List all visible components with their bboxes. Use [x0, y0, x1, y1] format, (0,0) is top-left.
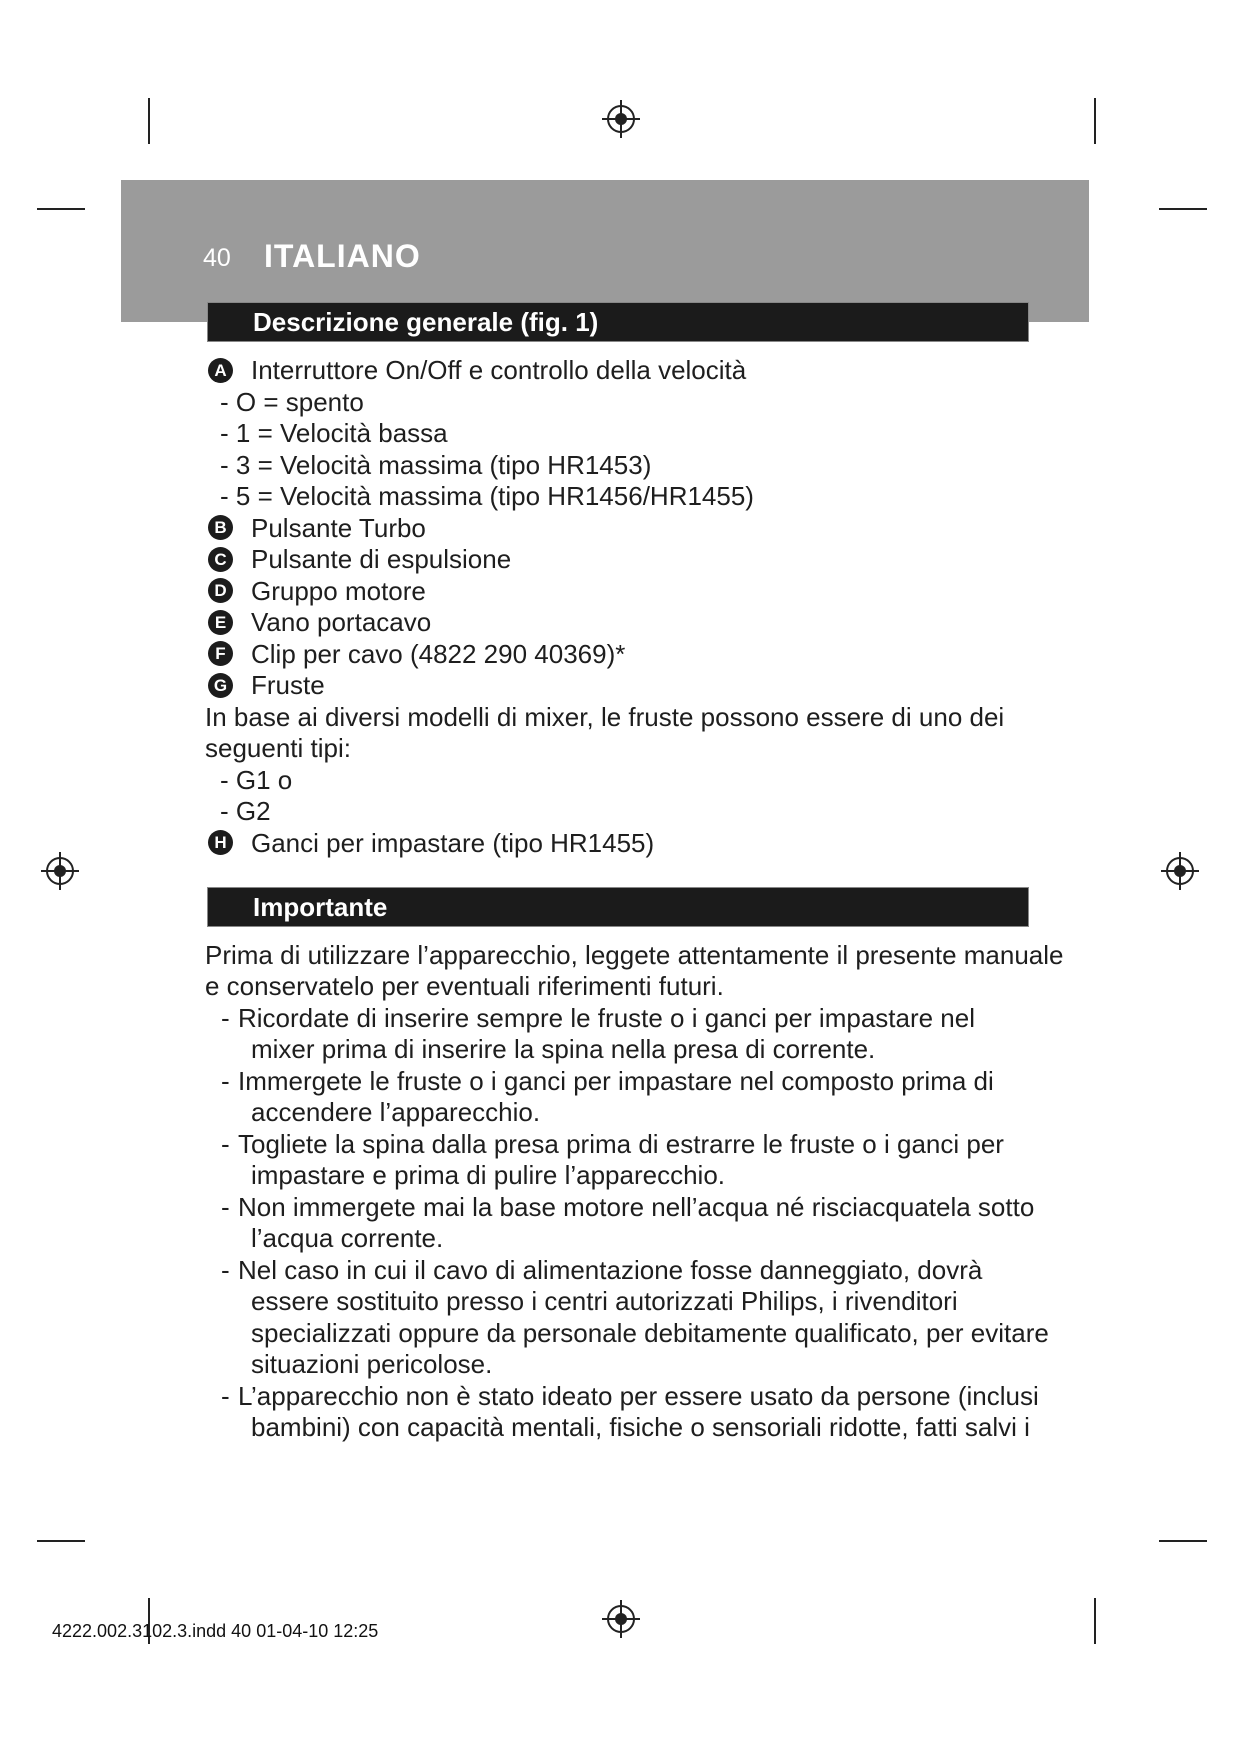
- crop-mark-bottom-right: [1094, 1598, 1096, 1644]
- crop-mark-top-left: [148, 98, 150, 144]
- crop-mark-right-upper: [1159, 208, 1207, 210]
- speed-option: - 5 = Velocità massima (tipo HR1456/HR1455): [220, 481, 754, 511]
- bullet-line: Immergete le fruste o i ganci per impastare nel composto prima di: [238, 1066, 994, 1096]
- item-badge-e: E: [208, 610, 233, 635]
- bullet-dash: -: [221, 1255, 230, 1285]
- bullet-line: accendere l’apparecchio.: [251, 1097, 541, 1127]
- whisk-type: - G2: [220, 796, 271, 826]
- registration-mark-icon: [601, 1599, 641, 1639]
- speed-option: - O = spento: [220, 387, 364, 417]
- crop-mark-top-right: [1094, 98, 1096, 144]
- item-badge-d: D: [208, 578, 233, 603]
- item-text-d: Gruppo motore: [251, 576, 426, 606]
- bullet-line: Togliete la spina dalla presa prima di estrarre le fruste o i ganci per: [238, 1129, 1004, 1159]
- speed-option: - 3 = Velocità massima (tipo HR1453): [220, 450, 652, 480]
- bullet-line: Ricordate di inserire sempre le fruste o i ganci per impastare nel: [238, 1003, 976, 1033]
- item-badge-f: F: [208, 641, 233, 666]
- registration-mark-icon: [40, 851, 80, 891]
- section-header-overview: [207, 302, 1029, 342]
- section-title: Descrizione generale (fig. 1): [253, 307, 599, 337]
- intro-line: Prima di utilizzare l’apparecchio, leggete attentamente il presente manuale: [205, 940, 1064, 970]
- bullet-line: Non immergete mai la base motore nell’acqua né risciacquatela sotto: [238, 1192, 1035, 1222]
- item-text-a: Interruttore On/Off e controllo della velocità: [251, 355, 747, 385]
- section-header-important: [207, 887, 1029, 927]
- item-text-c: Pulsante di espulsione: [251, 544, 512, 574]
- page-number: 40: [203, 244, 231, 272]
- crop-mark-right-lower: [1159, 1540, 1207, 1542]
- speed-option: - 1 = Velocità bassa: [220, 418, 448, 448]
- bullet-line: situazioni pericolose.: [251, 1349, 493, 1379]
- bullet-dash: -: [221, 1003, 230, 1033]
- whisk-type: - G1 o: [220, 765, 293, 795]
- item-text-b: Pulsante Turbo: [251, 513, 426, 543]
- item-badge-g: G: [208, 673, 233, 698]
- bullet-line: L’apparecchio non è stato ideato per essere usato da persone (inclusi: [238, 1381, 1039, 1411]
- item-badge-h: H: [208, 830, 233, 855]
- bullet-dash: -: [221, 1381, 230, 1411]
- bullet-line: essere sostituito presso i centri autorizzati Philips, i rivenditori: [251, 1286, 958, 1316]
- note-line: seguenti tipi:: [205, 733, 351, 763]
- bullet-dash: -: [221, 1129, 230, 1159]
- item-text-h: Ganci per impastare (tipo HR1455): [251, 828, 655, 858]
- bullet-dash: -: [221, 1192, 230, 1222]
- file-info-slug: 4222.002.3102.3.indd 40 01-04-10 12:25: [52, 1621, 379, 1641]
- item-badge-c: C: [208, 547, 233, 572]
- bullet-dash: -: [221, 1066, 230, 1096]
- bullet-line: impastare e prima di pulire l’apparecchio.: [251, 1160, 726, 1190]
- bullet-line: l’acqua corrente.: [251, 1223, 444, 1253]
- bullet-line: Nel caso in cui il cavo di alimentazione fosse danneggiato, dovrà: [238, 1255, 983, 1285]
- item-badge-b: B: [208, 515, 233, 540]
- item-text-e: Vano portacavo: [251, 607, 432, 637]
- language-title: ITALIANO: [264, 238, 421, 274]
- registration-mark-icon: [601, 99, 641, 139]
- intro-line: e conservatelo per eventuali riferimenti futuri.: [205, 971, 724, 1001]
- bullet-line: mixer prima di inserire la spina nella presa di corrente.: [251, 1034, 876, 1064]
- crop-mark-left-upper: [37, 208, 85, 210]
- registration-mark-icon: [1160, 851, 1200, 891]
- item-text-f: Clip per cavo (4822 290 40369)*: [251, 639, 626, 669]
- note-line: In base ai diversi modelli di mixer, le fruste possono essere di uno dei: [205, 702, 1005, 732]
- item-text-g: Fruste: [251, 670, 325, 700]
- bullet-line: specializzati oppure da personale debitamente qualificato, per evitare: [251, 1318, 1049, 1348]
- bullet-line: bambini) con capacità mentali, fisiche o sensoriali ridotte, fatti salvi i: [251, 1412, 1030, 1442]
- item-badge-a: A: [208, 358, 233, 383]
- section-title: Importante: [253, 892, 388, 922]
- crop-mark-left-lower: [37, 1540, 85, 1542]
